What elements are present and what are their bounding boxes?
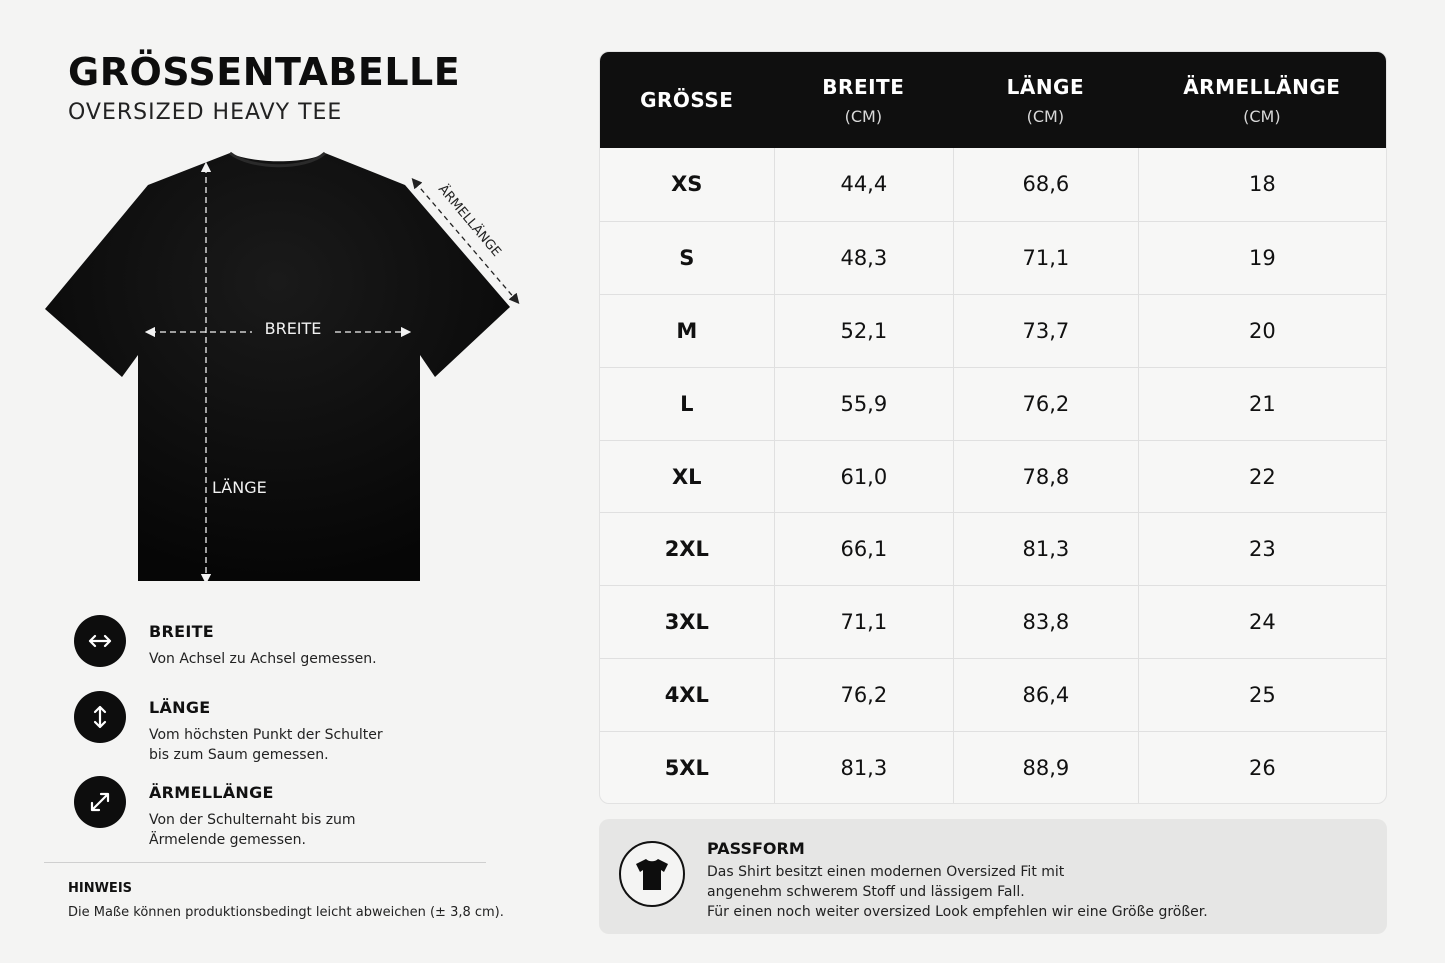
- fit-text-line: Für einen noch weiter oversized Look empfehlen wir eine Größe größer.: [707, 904, 1208, 920]
- fit-title: PASSFORM: [707, 839, 805, 858]
- page-title: GRÖSSENTABELLE: [68, 50, 461, 94]
- size-cell: 2XL: [664, 537, 709, 562]
- fit-text-line: Das Shirt besitzt einen modernen Oversized Fit mit: [707, 864, 1065, 880]
- measurement-cell: 73,7: [953, 295, 1138, 367]
- measurement-cell: 71,1: [953, 222, 1138, 294]
- header-length: [953, 52, 1138, 148]
- page-subtitle: OVERSIZED HEAVY TEE: [68, 100, 343, 125]
- table-row: [600, 294, 1386, 367]
- table-row: [600, 367, 1386, 440]
- measurement-cell: 83,8: [953, 586, 1138, 658]
- legend-description-line: Ärmelende gemessen.: [149, 832, 306, 848]
- header-unit: (CM): [844, 106, 883, 126]
- measurement-cell: 81,3: [774, 732, 954, 804]
- size-cell: XL: [671, 464, 702, 489]
- table-header: [600, 52, 1386, 148]
- header-label: BREITE: [822, 74, 905, 99]
- header-label: GRÖSSE: [640, 88, 734, 112]
- measurement-cell: 25: [1138, 659, 1386, 731]
- size-cell: XS: [671, 172, 703, 197]
- tshirt-body: [45, 153, 510, 581]
- header-size: [600, 52, 774, 148]
- measurement-cell: 21: [1138, 368, 1386, 440]
- header-width: [774, 52, 954, 148]
- measurement-cell: 18: [1138, 148, 1386, 221]
- fit-text-line: angenehm schwerem Stoff und lässigem Fall.: [707, 884, 1025, 900]
- table-row: [600, 148, 1386, 221]
- fit-info-box: [599, 819, 1387, 934]
- header-sleeve-length: [1138, 52, 1386, 148]
- measurement-cell: 19: [1138, 222, 1386, 294]
- legend-title: BREITE: [149, 622, 215, 641]
- table-body: [600, 148, 1386, 804]
- measurement-cell: 81,3: [953, 513, 1138, 585]
- measurement-cell: 61,0: [774, 441, 954, 513]
- note-title: HINWEIS: [68, 881, 133, 896]
- tshirt-diagram-svg: [40, 145, 540, 595]
- measurement-cell: 23: [1138, 513, 1386, 585]
- measurement-cell: 71,1: [774, 586, 954, 658]
- size-table: [599, 51, 1387, 804]
- measurement-cell: 66,1: [774, 513, 954, 585]
- measurement-cell: 76,2: [774, 659, 954, 731]
- measurement-cell: 52,1: [774, 295, 954, 367]
- measurement-cell: 55,9: [774, 368, 954, 440]
- table-row: [600, 658, 1386, 731]
- measurement-cell: 24: [1138, 586, 1386, 658]
- size-cell: S: [679, 245, 695, 270]
- table-row: [600, 440, 1386, 513]
- legend-description: [149, 649, 479, 669]
- sleeve-length-label: ÄRMELLÄNGE: [434, 181, 504, 260]
- measurement-cell: 76,2: [953, 368, 1138, 440]
- measurement-cell: 20: [1138, 295, 1386, 367]
- measurement-cell: 44,4: [774, 148, 954, 221]
- header-label: ÄRMELLÄNGE: [1183, 74, 1341, 99]
- legend-title: ÄRMELLÄNGE: [149, 783, 274, 802]
- legend-description: [149, 725, 479, 765]
- measurement-cell: 68,6: [953, 148, 1138, 221]
- legend-description-line: Von Achsel zu Achsel gemessen.: [149, 651, 377, 667]
- table-row: [600, 512, 1386, 585]
- legend-description-line: Vom höchsten Punkt der Schulter: [149, 727, 383, 743]
- measurement-cell: 86,4: [953, 659, 1138, 731]
- table-row: [600, 731, 1386, 804]
- size-cell: 4XL: [664, 683, 709, 708]
- header-label: LÄNGE: [1006, 74, 1085, 99]
- measurement-cell: 78,8: [953, 441, 1138, 513]
- arrow-diagonal-icon: [74, 776, 126, 828]
- size-cell: L: [680, 391, 694, 416]
- arrow-horizontal-icon: [74, 615, 126, 667]
- width-label: BREITE: [264, 319, 322, 338]
- legend-description-line: Von der Schulternaht bis zum: [149, 812, 356, 828]
- header-unit: (CM): [1243, 106, 1281, 126]
- legend-title: LÄNGE: [149, 698, 211, 717]
- table-row: [600, 585, 1386, 658]
- measurement-cell: 26: [1138, 732, 1386, 804]
- size-cell: 3XL: [664, 610, 709, 635]
- arrow-vertical-icon: [74, 691, 126, 743]
- measurement-cell: 22: [1138, 441, 1386, 513]
- measurement-cell: 48,3: [774, 222, 954, 294]
- divider: [44, 862, 486, 863]
- legend-description-line: bis zum Saum gemessen.: [149, 747, 329, 763]
- table-row: [600, 221, 1386, 294]
- tshirt-diagram: [40, 145, 540, 595]
- measurement-cell: 88,9: [953, 732, 1138, 804]
- header-unit: (CM): [1026, 106, 1065, 126]
- note-text: Die Maße können produktionsbedingt leicht abweichen (± 3,8 cm).: [68, 905, 504, 920]
- length-label: LÄNGE: [212, 478, 267, 497]
- size-cell: M: [676, 318, 698, 343]
- size-cell: 5XL: [664, 756, 709, 781]
- legend-description: [149, 810, 479, 850]
- tshirt-icon: [619, 841, 685, 907]
